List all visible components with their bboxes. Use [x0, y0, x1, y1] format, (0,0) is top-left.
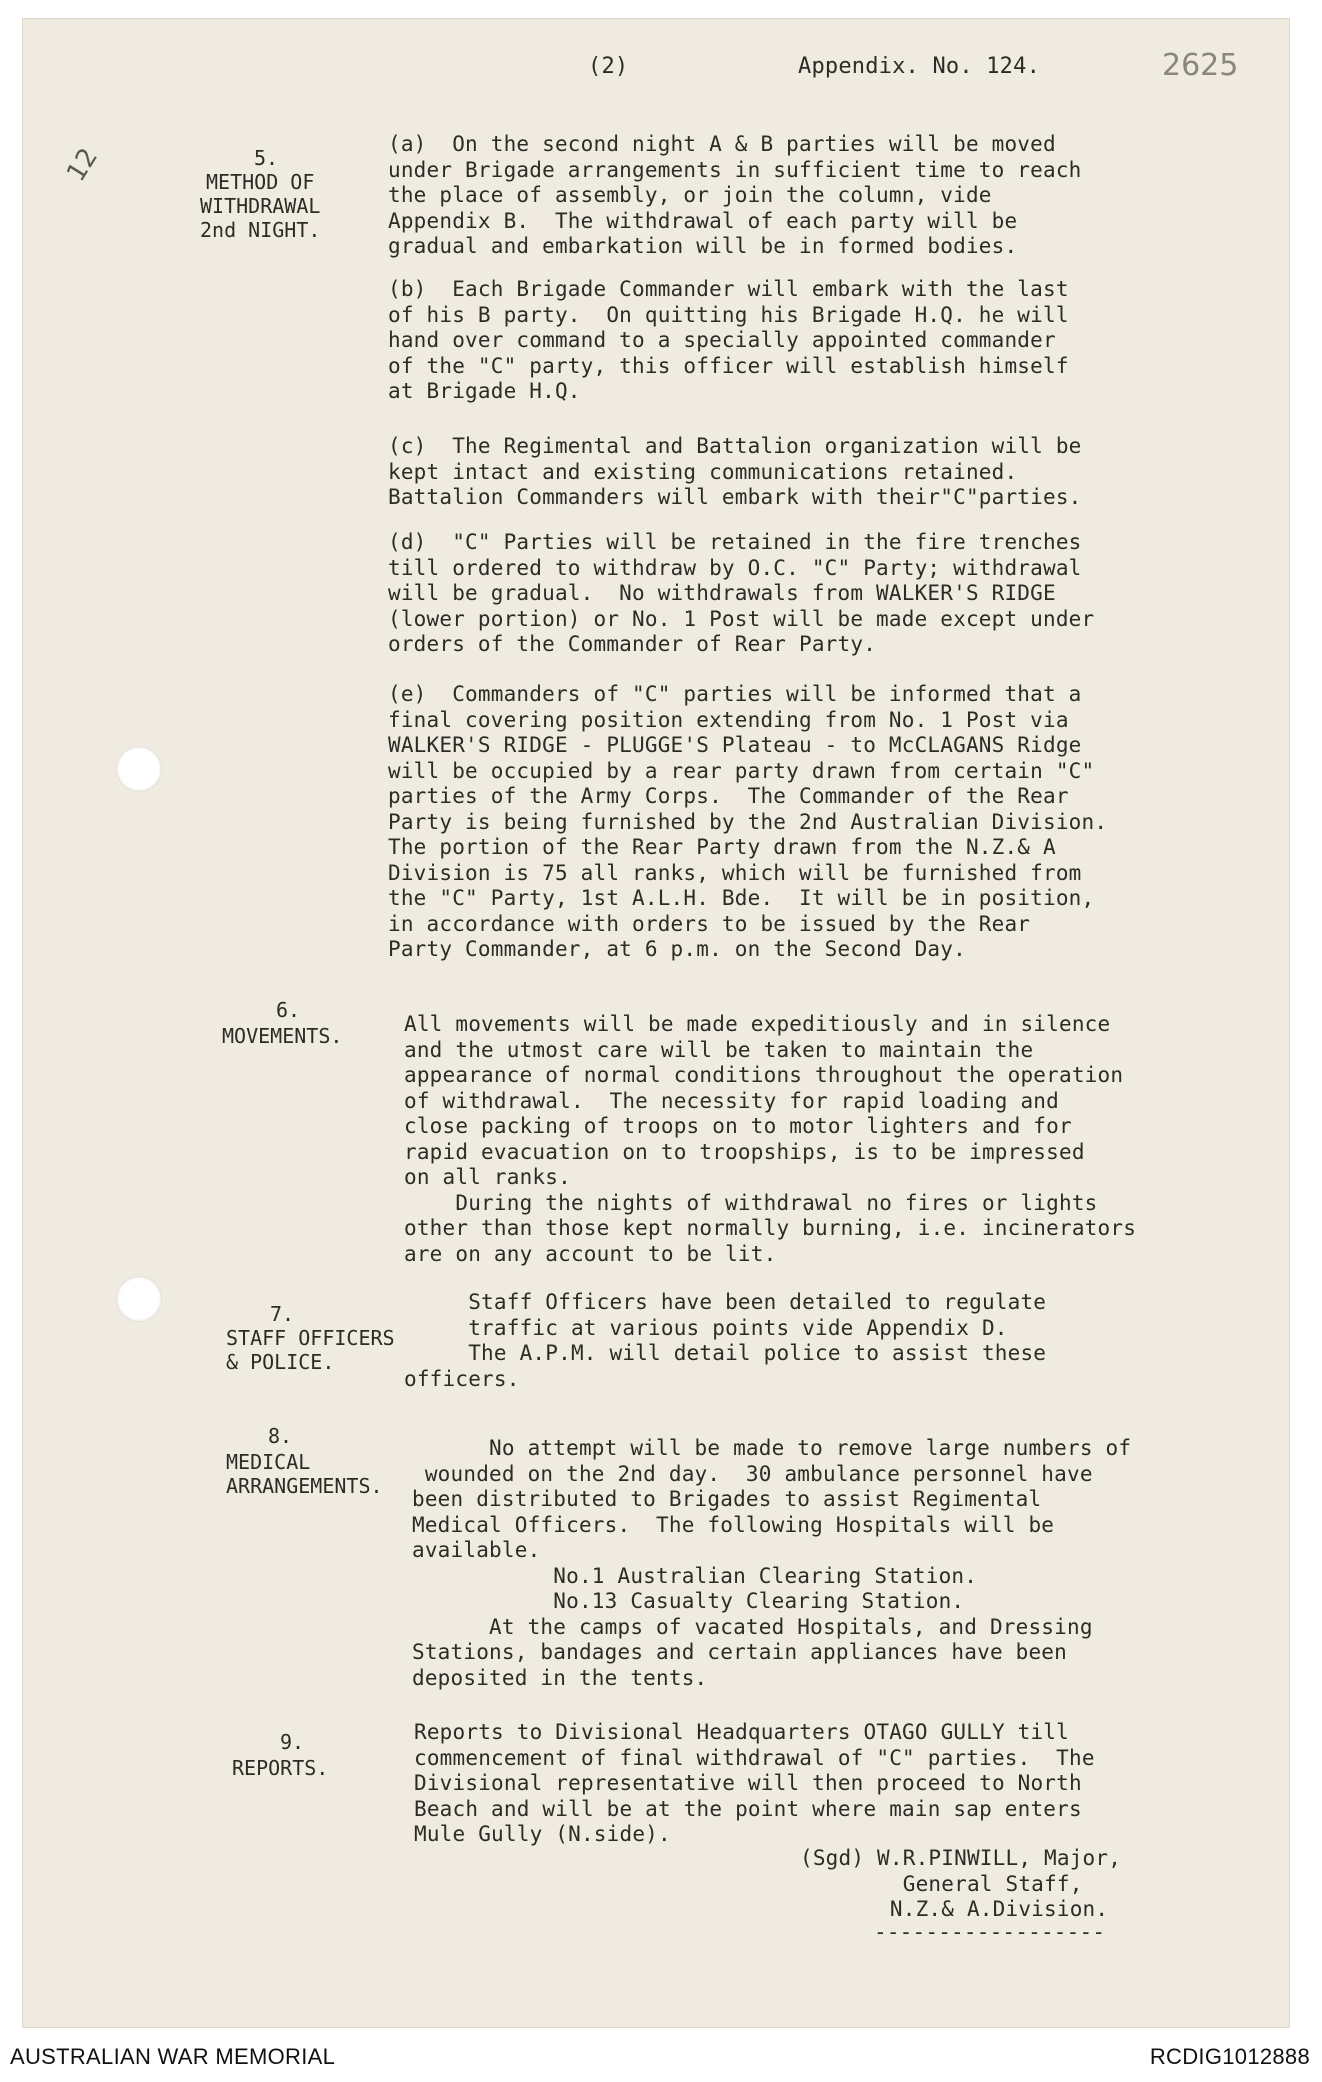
- section-5-para-b: (b) Each Brigade Commander will embark with the last of his B party. On quitting his Brigade H.Q. he will hand over command to a specially appointed commander of the "C" party, this officer will establish himself at Brigade H.Q.: [388, 277, 1069, 403]
- section-9-heading: REPORTS.: [232, 1756, 329, 1780]
- section-7-heading: STAFF OFFICERS & POLICE.: [226, 1326, 395, 1374]
- section-6-heading: MOVEMENTS.: [222, 1024, 343, 1048]
- section-5-para-a: (a) On the second night A & B parties will be moved under Brigade arrangements in sufficient time to reach the place of assembly, or join the column, vide Appendix B. The withdrawal of each party will be gradual and embarkation will be in formed bodies.: [388, 132, 1082, 258]
- footer-record-id: RCDIG1012888: [1149, 2044, 1310, 2069]
- section-8-heading: MEDICAL ARRANGEMENTS.: [226, 1450, 383, 1498]
- section-8-number: 8.: [268, 1424, 293, 1448]
- section-9-body: Reports to Divisional Headquarters OTAGO GULLY till commencement of final withdrawal of "C" parties. The Divisional representative will then proceed to North Beach and will be at the point where main sap enters Mule Gully (N.side).: [414, 1720, 1095, 1846]
- section-9-number: 9.: [280, 1730, 305, 1754]
- section-5-para-e: (e) Commanders of "C" parties will be informed that a final covering position extending from No. 1 Post via WALKER'S RIDGE - PLUGGE'S Plateau - to McCLAGANS Ridge will be occupied by a rear party drawn from certain "C" parties of the Army Corps. The Commander of the Rear Party is being furnished by the 2nd Australian Division. The portion of the Rear Party drawn from the N.Z.& A Division is 75 all ranks, which will be furnished from the "C" Party, 1st A.L.H. Bde. It will be in position, in accordance with orders to be issued by the Rear Party Commander, at 6 p.m. on the Second Day.: [388, 682, 1108, 961]
- appendix-number: Appendix. No. 124.: [798, 54, 1041, 79]
- folio-number: 2625: [1162, 48, 1239, 83]
- section-5-para-d: (d) "C" Parties will be retained in the fire trenches till ordered to withdraw by O.C. "C" Party; withdrawal will be gradual. No withdrawals from WALKER'S RIDGE (lower portion) or No. 1 Post will be made except under orders of the Commander of Rear Party.: [388, 530, 1095, 656]
- section-5-para-c: (c) The Regimental and Battalion organization will be kept intact and existing communications retained. Battalion Commanders will embark with their"C"parties.: [388, 434, 1082, 509]
- section-8-body: No attempt will be made to remove large numbers of wounded on the 2nd day. 30 ambulance personnel have been distributed to Brigades to assist Regimental Medical Officers. The following Hospitals will be available. No.1 Australian Clearing Station. No.13 Casualty Clearing Station. At the camps of vacated Hospitals, and Dressing Stations, bandages and certain appliances have been deposited in the tents.: [412, 1436, 1132, 1690]
- section-6-number: 6.: [276, 998, 301, 1022]
- section-5-number: 5.: [254, 146, 279, 170]
- signature-block: (Sgd) W.R.PINWILL, Major, General Staff, N.Z.& A.Division.: [800, 1846, 1122, 1921]
- margin-note: 12: [61, 143, 105, 187]
- section-6-body: All movements will be made expeditiously and in silence and the utmost care will be taken to maintain the appearance of normal conditions throughout the operation of withdrawal. The necessity for rapid loading and close packing of troops on to motor lighters and for rapid evacuation on to troopships, is to be impressed on all ranks. During the nights of withdrawal no fires or lights other than those kept normally burning, i.e. incinerators are on any account to be lit.: [404, 1012, 1137, 1266]
- punch-hole-lower: [116, 1276, 162, 1322]
- punch-hole-upper: [116, 746, 162, 792]
- signature-rule: ------------------: [874, 1920, 1106, 1944]
- footer-institution: AUSTRALIAN WAR MEMORIAL: [10, 2044, 336, 2069]
- section-7-body: Staff Officers have been detailed to regulate traffic at various points vide Appendix D. The A.P.M. will detail police to assist these officers.: [404, 1290, 1047, 1391]
- page-number: (2): [588, 54, 629, 79]
- section-7-number: 7.: [270, 1302, 295, 1326]
- section-5-heading: METHOD OF WITHDRAWAL 2nd NIGHT.: [200, 170, 321, 242]
